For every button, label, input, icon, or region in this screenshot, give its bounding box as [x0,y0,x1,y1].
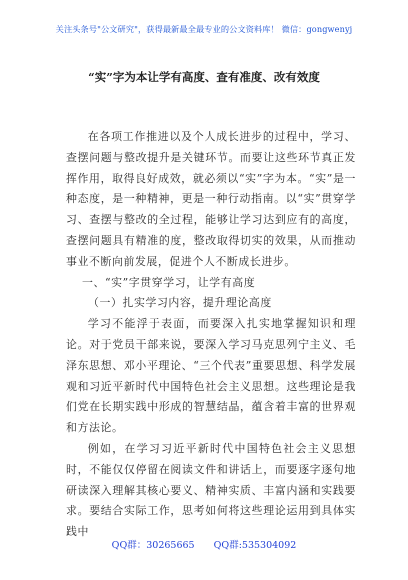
subsection-heading-1: （一）扎实学习内容，提升理论高度 [88,296,272,310]
body-paragraph: 学习不能浮于表面，而要深入扎实地掌握知识和理论。对于党员干部来说，要深入学习马克思列宁主义、毛泽东思想、邓小平理论、“三个代表”重要思想、科学发展观和习近平新时代中国特色社会主义思想。这些理论是我们党在长期实践中形成的智慧结晶，蕴含着丰富的世界观和方法论。 [66,317,356,435]
qq-group-2[interactable]: QQ群:535304092 [213,540,297,551]
document-body [66,127,356,543]
qq-group-1[interactable]: QQ群：30265665 [111,540,195,551]
body-paragraph: 例如，在学习习近平新时代中国特色社会主义思想时，不能仅仅停留在阅读文件和讲话上，而要逐字逐句地研读深入理解其核心要义、精神实质、丰富内涵和实践要求。要结合实际工作，思考如何将这些理论运用到具体实践中 [66,441,356,539]
section-heading-1: 一、“实”字贯穿学习，让学有高度 [82,275,256,289]
footer-contact [0,537,408,551]
document-title: “实”字为本让学有高度、查有准度、改有效度 [88,70,320,84]
intro-paragraph: 在各项工作推进以及个人成长进步的过程中，学习、查摆问题与整改提升是关键环节。而要让这些环节真正发挥作用，取得良好成效，就必须以“实”字为本。“实”是一种态度，是一种精神，更是一种行动指南。以“实”贯穿学习、查摆与整改的全过程，能够让学习达到应有的高度，查摆问题具有精准的度，整改取得切实的效果，从而推动事业不断向前发展，促进个人不断成长进步。 [66,130,356,268]
promo-banner[interactable]: 关注头条号"公文研究"，获得最新最全最专业的公文资料库！ 微信：gongwenyj [55,24,353,34]
